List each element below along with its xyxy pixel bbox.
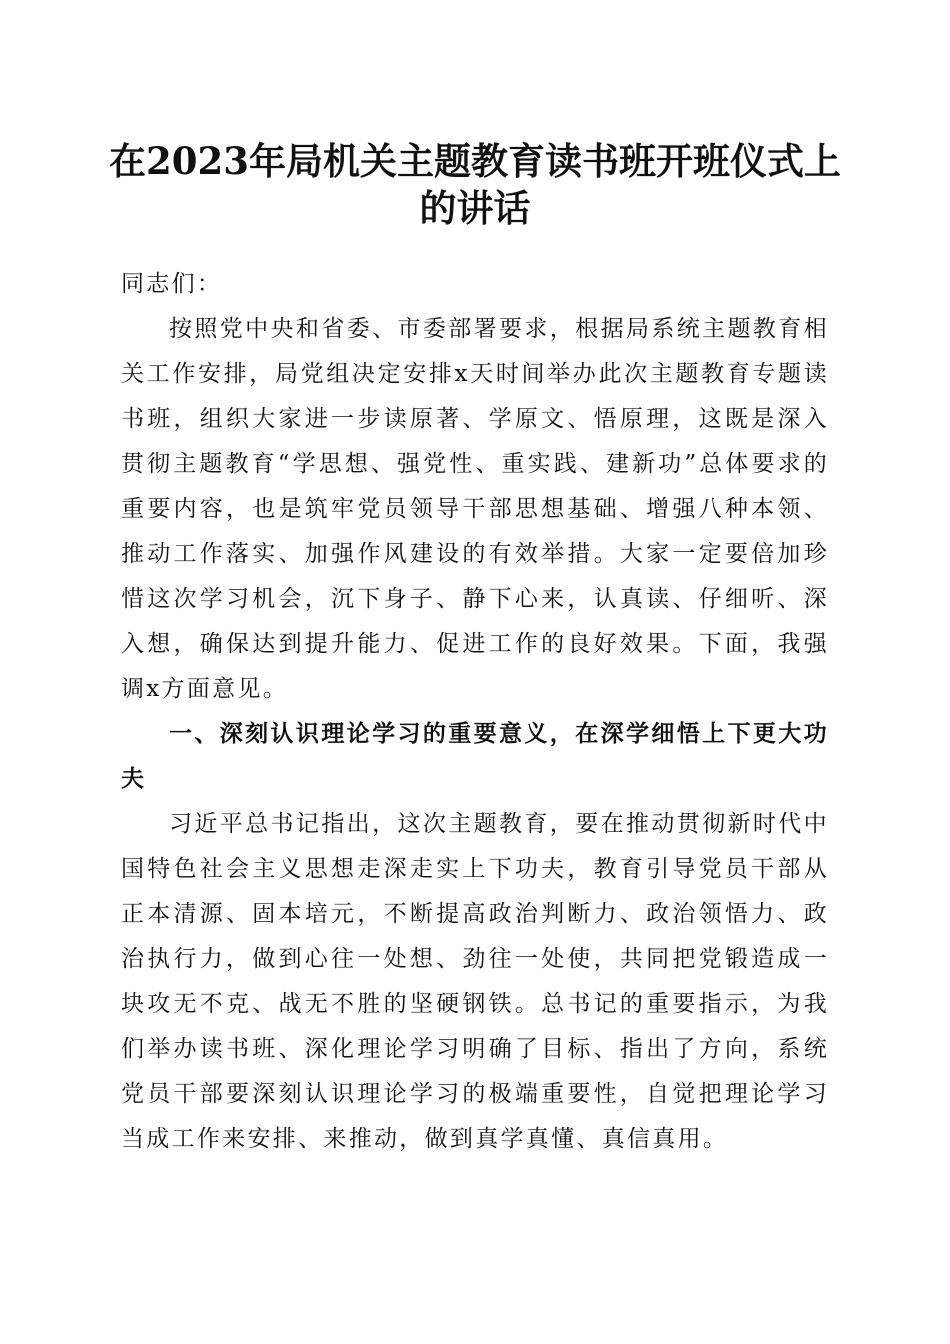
salutation: 同志们： [121, 271, 223, 297]
intro-paragraph: 按照党中央和省委、市委部署要求，根据局系统主题教育相关工作安排，局党组决定安排x天时间举办此次主题教育专题读书班，组织大家进一步读原著、学原文、悟原理，这既是深入贯彻主题教育“学思想、强党性、重实践、建新功”总体要求的重要内容，也是筑牢党员领导干部思想基础、增强八种本领、推动工作落实、加强作风建设的有效举措。大家一定要倍加珍惜这次学习机会，沉下身子、静下心来，认真读、仔细听、深入想，确保达到提升能力、促进工作的良好效果。下面，我强调x方面意见。 [121, 316, 829, 702]
section-heading-1: 一、深刻认识理论学习的重要意义，在深学细悟上下更大功夫 [121, 721, 829, 792]
document-title: 在2023年局机关主题教育读书班开班仪式上的讲话 [109, 139, 841, 230]
document-body [121, 262, 829, 1162]
section-1-paragraph: 习近平总书记指出，这次主题教育，要在推动贯彻新时代中国特色社会主义思想走深走实上下功夫，教育引导党员干部从正本清源、固本培元，不断提高政治判断力、政治领悟力、政治执行力，做到心往一处想、劲往一处使，共同把党锻造成一块攻无不克、战无不胜的坚硬钢铁。总书记的重要指示，为我们举办读书班、深化理论学习明确了目标、指出了方向，系统党员干部要深刻认识理论学习的极端重要性，自觉把理论学习当成工作来安排、来推动，做到真学真懂、真信真用。 [121, 811, 829, 1152]
